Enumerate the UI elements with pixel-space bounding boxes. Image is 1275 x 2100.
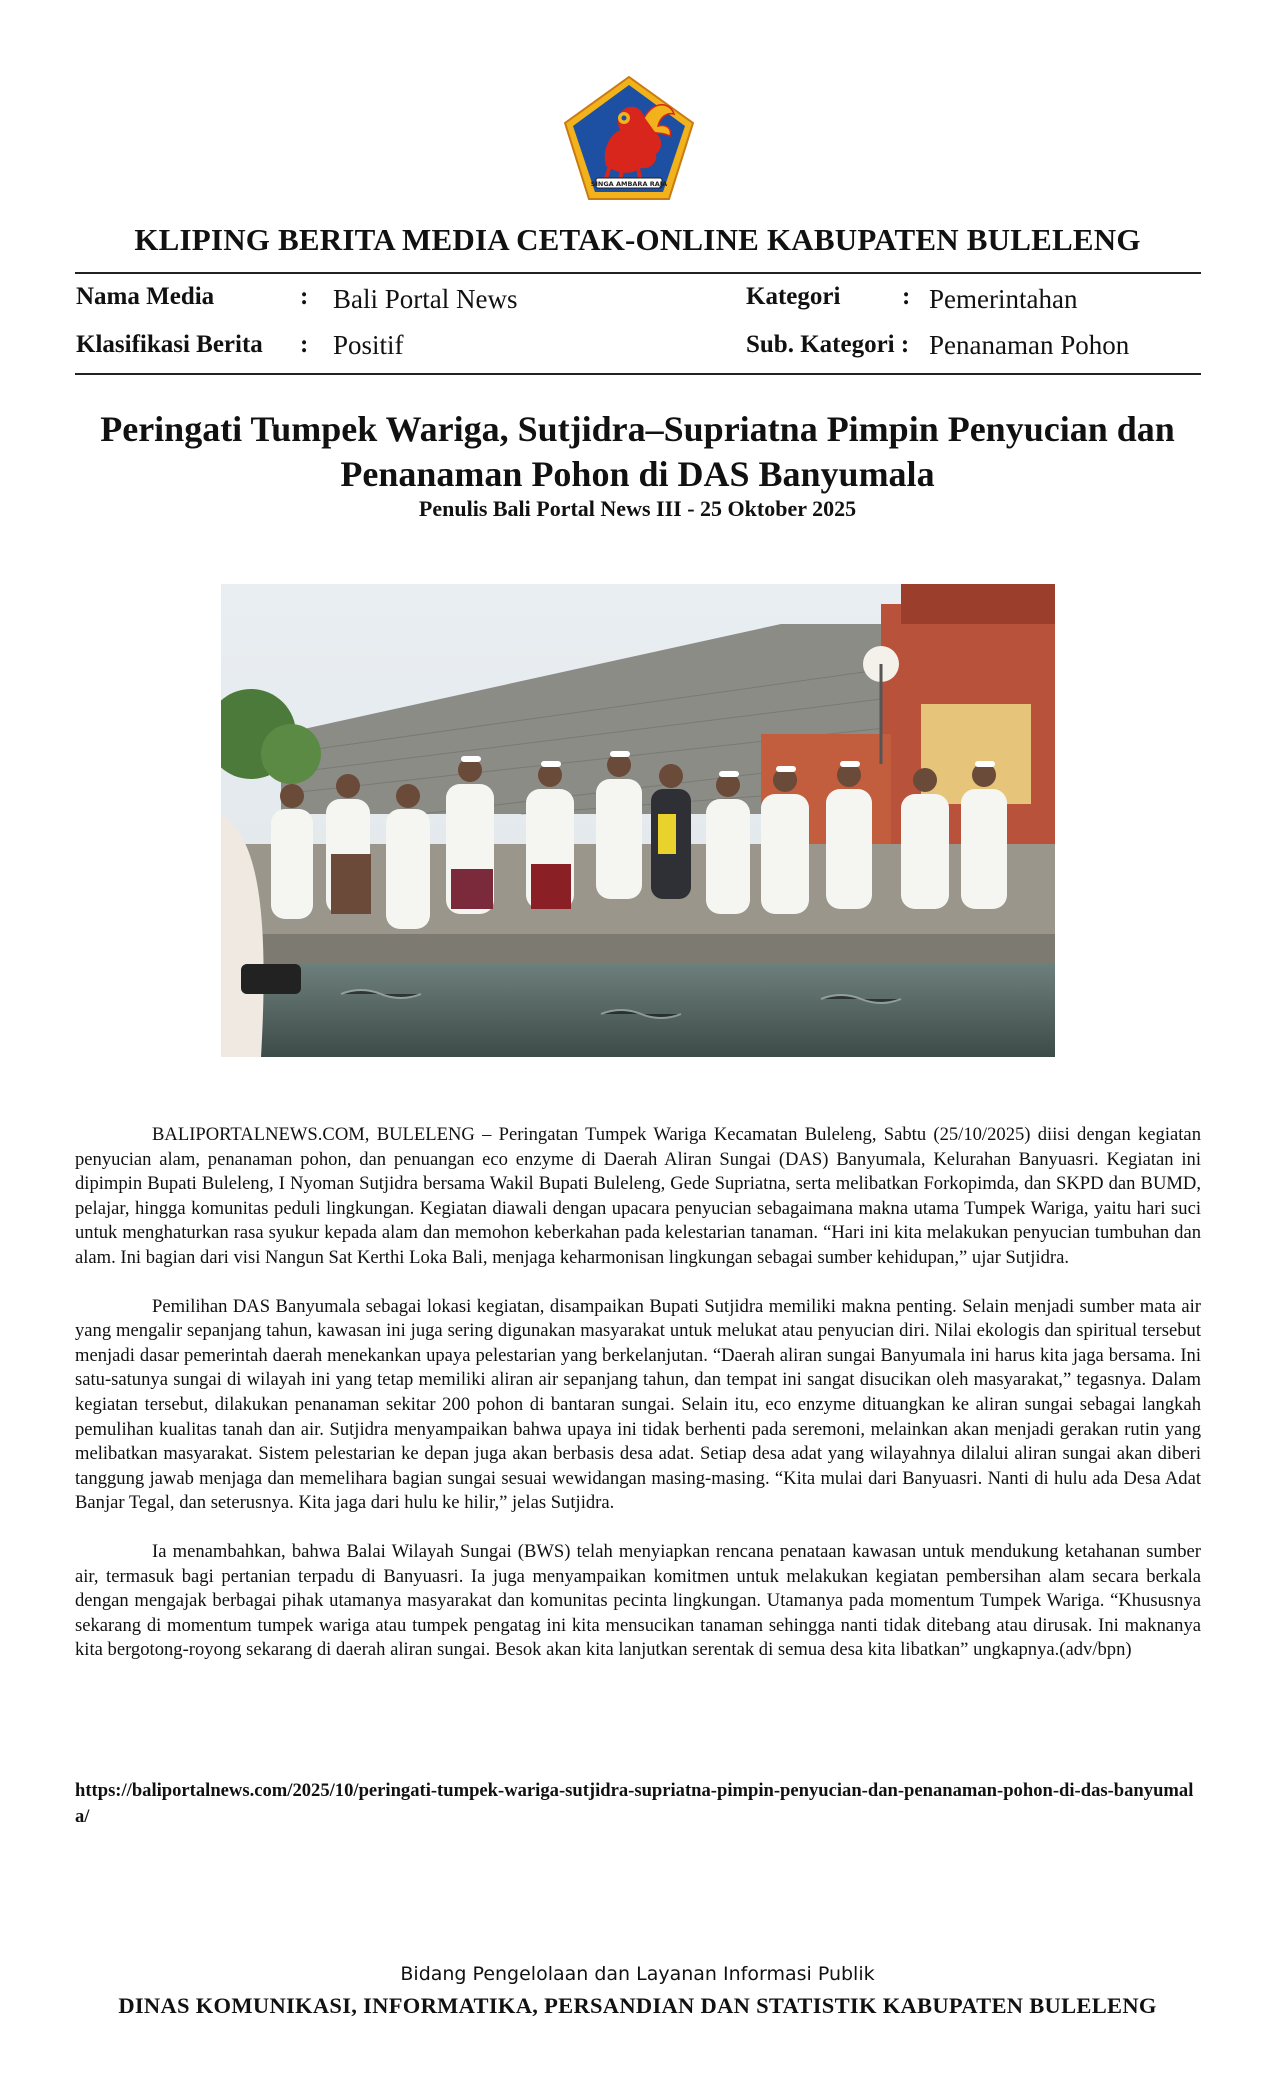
article-body — [75, 1123, 1201, 1687]
kategori-colon: : — [902, 283, 911, 310]
headline-line-1: Peringati Tumpek Wariga, Sutjidra–Supriatna Pimpin Penyucian dan — [100, 409, 1175, 449]
headline-line-2: Penanaman Pohon di DAS Banyumala — [340, 454, 935, 494]
sub-kategori-value: Penanaman Pohon — [929, 330, 1130, 360]
singa-ambara-raja-emblem-icon — [562, 74, 696, 202]
photo-ceremony-riverbank-icon — [221, 584, 1055, 1057]
article-photo — [221, 584, 1055, 1057]
footer-agency: DINAS KOMUNIKASI, INFORMATIKA, PERSANDIAN DAN STATISTIK KABUPATEN BULELENG — [118, 1993, 1157, 2018]
article-paragraph-2: Pemilihan DAS Banyumala sebagai lokasi kegiatan, disampaikan Bupati Sutjidra memiliki makna penting. Selain menjadi sumber mata air yang mengalir sepanjang tahun, kawasan ini juga sering digunakan masyarakat untuk melukat atau penyucian diri. Nilai ekologis dan spiritual tersebut menjadi dasar pemerintah daerah menekankan upaya pelestarian yang berkelanjutan. “Daerah aliran sungai Banyumala ini harus kita jaga bersama. Ini satu-satunya sungai di wilayah ini yang tetap memiliki aliran air sepanjang tahun, dan tempat ini sangat disucikan oleh masyarakat,” tegasnya. Dalam kegiatan tersebut, dilakukan penanaman sekitar 200 pohon di bantaran sungai. Selain itu, eco enzyme dituangkan ke aliran sungai sebagai langkah pemulihan kualitas tanah dan air. Sutjidra menyampaikan bahwa upaya ini tidak berhenti pada seremoni, melainkan akan menjadi gerakan rutin yang melibatkan masyarakat. Sistem pelestarian ke depan juga akan berbasis desa adat. Setiap desa adat yang wilayahnya dilalui aliran sungai akan diberi tanggung jawab menjaga dan memelihara bagian sungai sesuai wewidangan masing-masing. “Kita mulai dari Banyuasri. Nanti di hulu ada Desa Adat Banjar Tegal, dan seterusnya. Kita jaga dari hulu ke hilir,” jelas Sutjidra. — [75, 1295, 1201, 1514]
sub-kategori-label: Sub. Kategori : — [746, 331, 910, 358]
article-paragraph-1: BALIPORTALNEWS.COM, BULELENG – Peringatan Tumpek Wariga Kecamatan Buleleng, Sabtu (25/10/2025) diisi dengan kegiatan penyucian alam, penanaman pohon, dan penuangan eco enzyme di Daerah Aliran Sungai (DAS) Banyumala, Kelurahan Banyuasri. Kegiatan ini dipimpin Bupati Buleleng, I Nyoman Sutjidra bersama Wakil Bupati Buleleng, Gede Supriatna, serta melibatkan Forkopimda, dan SKPD dan BUMD, pelajar, hingga komunitas peduli lingkungan. Kegiatan diawali dengan upacara penyucian sebagaimana makna utama Tumpek Wariga, yaitu hari suci untuk menghaturkan rasa syukur kepada alam dan memohon keberkahan pada kelestarian tanaman. “Hari ini kita melakukan penyucian tumbuhan dan alam. Ini bagian dari visi Nangun Sat Kerthi Loka Bali, menjaga keharmonisan lingkungan sebagai sumber kehidupan,” ujar Sutjidra. — [75, 1124, 1201, 1268]
source-url[interactable]: https://baliportalnews.com/2025/10/peringati-tumpek-wariga-sutjidra-supriatna-pimpin-penyucian-dan-penanaman-pohon-di-das-banyumala/ — [75, 1780, 1194, 1827]
kategori-value: Pemerintahan — [929, 284, 1078, 314]
article-byline: Penulis Bali Portal News III - 25 Oktober 2025 — [418, 496, 857, 521]
kategori-label: Kategori — [746, 283, 841, 310]
article-paragraph-3: Ia menambahkan, bahwa Balai Wilayah Sungai (BWS) telah menyiapkan rencana penataan kawasan untuk mendukung ketahanan sumber air, termasuk bagi pertanian terpadu di Banyuasri. Ia juga menyampaikan komitmen untuk melakukan kegiatan pembersihan alam secara berkala dengan mengajak berbagai pihak utamanya masyarakat dan komunitas pecinta lingkungan. Utamanya pada momentum Tumpek Wariga. “Khususnya sekarang di momentum tumpek wariga atau tumpek pengatag ini kita mensucikan tanaman sehingga nanti tidak ditebang atau dirusak. Ini maknanya kita bergotong-royong sekarang di daerah aliran sungai. Besok akan kita lanjutkan serentak di semua desa kita libatkan” ungkapnya.(adv/bpn) — [75, 1540, 1201, 1661]
klasifikasi-label: Klasifikasi Berita — [76, 331, 263, 358]
article-headline — [60, 407, 1215, 497]
kabupaten-logo — [562, 74, 696, 202]
header-divider-top — [75, 272, 1201, 274]
nama-media-label: Nama Media — [76, 283, 215, 310]
klasifikasi-value: Positif — [333, 330, 404, 360]
document-title: KLIPING BERITA MEDIA CETAK-ONLINE KABUPATEN BULELENG — [134, 222, 1141, 257]
nama-media-colon: : — [300, 283, 309, 310]
logo-ribbon-text: SINGA AMBARA RAJA — [590, 180, 668, 188]
nama-media-value: Bali Portal News — [333, 284, 518, 314]
footer-unit: Bidang Pengelolaan dan Layanan Informasi Publik — [400, 1963, 875, 1985]
klasifikasi-colon: : — [300, 331, 309, 358]
header-divider-bottom — [75, 373, 1201, 375]
